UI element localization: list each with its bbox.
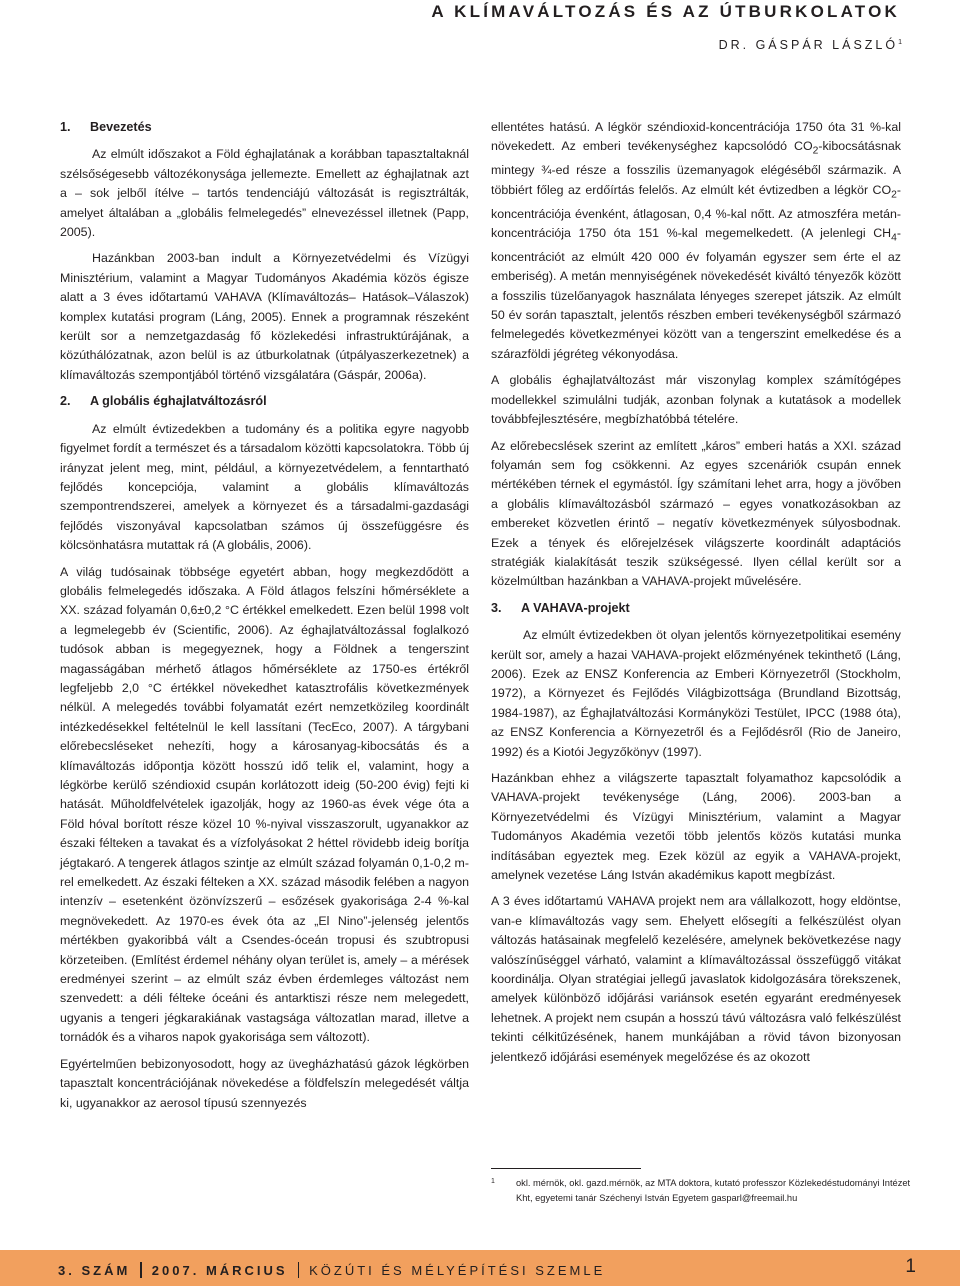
left-column [60, 118, 469, 1120]
paragraph: Az elmúlt évtizedekben öt olyan jelentős környezetpolitikai esemény került sor, amely a hazai VAHAVA-projekt előzményének tekinthető (Láng, 2006). Ezek az ENSZ Konferencia az Emberi Környezetről (Stockholm, 1972), a Környezet és Fejlődés Világbizottsága (Brundland Bizottság, 1984-1987), az Éghajlatváltozási Kormányközi Testület, IPCC (1988 óta), az ENSZ Konferencia a Környezetről és a Fejlődésről (Rio de Janeiro, 1992) és a Kiotói Jegyzőkönyv (1997). [491, 628, 901, 759]
footer-separator [298, 1262, 300, 1278]
paragraph: Hazánkban ehhez a világszerte tapasztalt folyamathoz kapcsolódik a VAHAVA-projekt tevékenysége (Láng, 2006). 2003-ban a Környezetvédelmi és Vízügyi Minisztérium, valamint a Magyar Tudományos Akadémia vezetői több jelentős közös kutatási munka indításában egyeztek meg. Ezek közül az egyik a VAHAVA-projekt, amelynek vezetése Láng István akadémikus kapott megbízást. [491, 771, 901, 883]
footnote-text: okl. mérnök, okl. gazd.mérnök, az MTA doktora, kutató professzor Közlekedéstudományi Intézet Kht, egyetemi tanár Széchenyi István Egyetem gasparl@freemail.hu [516, 1178, 911, 1203]
paragraph: A világ tudósainak többsége egyetért abban, hogy megkezdődött a globális felmelegedés időszaka. A Föld átlagos felszíni hőmérséklete a XX. század folyamán 0,6±0,2 °C értékkel emelkedett. Ezen belül 1998 volt a legmelegebb év (Scientific, 2006). Az éghajlatváltozással foglalkozó tudósok abban is megegyeznek, hogy a Földnek a tengerszint magasságában mérhető átlagos hőmérséklete az 1750-es értékről legfeljebb 2,0 °C értékkel növekedhet katasztrofális következmények nélkül. A melegedés további folyamatát ezért nemzetközileg koordinált intézkedésekkel feltételnül le kell lassítani (TecEco, 2007). A tárgybani előrebecsléseket nehezíti, hogy a károsanyag-kibocsátás és a klímaváltozás időpontja között hosszú idő telik el, valamint, hogy a légkörbe kerülő széndioxid csupán korlátozott ideig (50-200 évig) fejti ki hatását. Műholdfelvételek igazolják, hogy az 1960-as évek vége óta a Föld hóval borított része közel 10 %-nyival visszaszorult, ugyanakkor az északi félteken a tavakat és a vízfolyásokat 2 héttel rövidebb ideig borítja jégtakaró. A tengerek átlagos szintje az elmúlt század folyamán 0,1-0,2 m-rel emelkedett. Az északi félteken a XX. század második felében a nagyon intenzív – esetenként özönvízszerű – esőzések gyakorisága 2-4 %-kal megnövekedett. Az 1970-es évek óta az „El Nino”-jelenség jelentős mértékben gyakoribbá vált a Csendes-óceán tropusi és szubtropusi körzeteiben. (Említést érdemel néhány olyan terület is, amely – a mérések eredményei szerint – az elmúlt száz évben érdemleges változást nem szenvedett: a déli félteke óceáni és antarktiszi része nem melegedett, ugyanis a tengeri jégkarakiának vastagsága változatlan marad, illetve a tornádók és a viharos napok gyakorisága sem változott). [60, 564, 469, 1045]
section-title: Bevezetés [90, 120, 152, 134]
paragraph: Az elmúlt évtizedekben a tudomány és a politika egyre nagyobb figyelmet fordít a természet és a társadalom közötti kapcsolatokra. Több új irányzat jelent meg, mint, például, a környezetvédelem, a fenntartható fejlődés koncepciója, valamint a globális klímaváltozás szempontrendszerei, amelyek a környezet és a társadalmi-gazdasági fejlődés viszonyával kapcsolatban számos új összefüggésre és kölcsönhatásra mutattak rá (A globális, 2006). [60, 421, 469, 553]
footer-journal: KÖZÚTI ÉS MÉLYÉPÍTÉSI SZEMLE [309, 1263, 606, 1278]
section-heading-3 [491, 599, 901, 618]
footnote [491, 1176, 911, 1206]
paragraph: A globális éghajlatváltozást már viszonylag komplex számítógépes modellekkel szimulálni tudják, azonban folynak a kutatások a modellek továbbfejlesztésére, megbízhatóbbá tételére. [491, 373, 901, 427]
footer-issue: 3. SZÁM [58, 1263, 131, 1278]
page-number: 1 [905, 1256, 916, 1277]
footnote-divider [491, 1168, 641, 1169]
subscript: 2 [891, 189, 897, 201]
paragraph: Az elmúlt időszakot a Föld éghajlatának a korábban tapasztaltaknál szélsőségesebb változékonysága jellemezte. Emellett az éghajlatnak azt a – sok jelből ítélve – tartós tendenciájú változását is regisztrálták, amelyet általában a „globális felmelegedés” elnevezéssel illetnek (Papp, 2005). [60, 147, 469, 240]
section-title: A VAHAVA-projekt [521, 600, 630, 615]
paragraph: Az előrebecslések szerint az említett „káros” emberi hatás a XXI. század folyamán sem fog csökkenni. Az egyes szcenáriók csupán ennek mértékében térnek el egymástól. Így számítani lehet arra, hogy a jövőben a globális klímaváltozásból származó – egyes vonatkozásokban az embereket közvetlen érintő – negatív következmények súlyosbodnak. Ezek a tények és előrejelzések világszerte koordinált adaptációs stratégiák kialakítását teszik szükségessé. Ilyen céllal került sor a közelmúltban hazánkban a VAHAVA-projekt művelésére. [491, 438, 901, 589]
right-column [491, 118, 901, 1074]
text-run: -koncentrációt az elmúlt 420 000 év folyamán egyszer sem érte el az emberiség). A metán mennyiségének növekedését kiváltó tényezők között a fosszilis tüzelőanyagok használata lényeges szerepet játszik. Az elmúlt 50 év során tapasztalt, jelentős részben emberi tevékenységből származó felmelegedés következményei között van a tengerszint emelkedése és a szárazföldi jégréteg vékonyodása. [491, 225, 901, 361]
section-number: 2. [60, 394, 71, 409]
footer-separator [140, 1262, 142, 1278]
footer-journal-line [58, 1262, 605, 1278]
text-run: ellentétes hatású. A légkör széndioxid-koncentrációja 1750 óta 31 %-kal növekedett. Az emberi tevékenységhez kapcsolódó CO [491, 120, 901, 154]
paragraph: Egyértelműen bebizonyosodott, hogy az üvegházhatású gázok légkörben tapasztalt koncentrációjának növekedése a földfelszín melegedését váltja ki, ugyanakkor az aerosol típusú szennyezés [60, 1056, 469, 1110]
text-run: -kibocsátásnak mintegy ¾-ed része a fosszilis üzemanyagok elégéséből származik. A többiért főleg az erdőírtás felelős. Az elmúlt két évtizedben a légkör CO [491, 139, 901, 197]
author-name: DR. GÁSPÁR LÁSZLÓ [718, 38, 899, 52]
paragraph: A 3 éves időtartamú VAHAVA projekt nem ara vállalkozott, hogy eldöntse, van-e klímaváltozás vagy sem. Ehelyett elősegíti a felkészülést olyan változás hatásainak megfelelő kezelésére, amelynek bekövetkezése nagy valószínűséggel várható, valamint a klímaváltozással összefüggő vitákat koordinálja. Olyan stratégiai jellegű javaslatok kidolgozására törekszenek, amelyek különböző időjárási variánsok esetén egyaránt eredményesek lehetnek. A projekt nem csupán a hosszú távú változásra való felkészülést tekinti célkitűzésének, hanem munkájában a rövid távon bizonyosan jelentkező időjárási események megelőzése és az okozott [491, 894, 901, 1064]
subscript: 4 [891, 232, 897, 244]
section-number: 3. [491, 600, 502, 615]
footnote-mark: 1 [491, 1178, 495, 1185]
footer-date: 2007. MÁRCIUS [151, 1263, 288, 1278]
subscript: 2 [812, 145, 819, 157]
section-title: A globális éghajlatváltozásról [90, 394, 267, 409]
article-author [719, 38, 902, 52]
article-title: A KLÍMAVÁLTOZÁS ÉS AZ ÚTBURKOLATOK [431, 2, 900, 21]
section-number: 1. [60, 120, 71, 134]
text-run: -koncentrációja évenként, átlagosan, 0,4 %-kal nőtt. Az atmoszféra metán-koncentrációja 1750 óta 151 %-kal megemelkedett. (A jelenlegi CH [491, 182, 901, 240]
section-heading-1 [60, 118, 469, 137]
paragraph: Hazánkban 2003-ban indult a Környezetvédelmi és Vízügyi Minisztérium, valamint a Magyar Tudományos Akadémia közös égisze alatt a 3 éves időtartamú VAHAVA (Klímaváltozás– Hatások–Válaszok) komplex kutatási program (Láng, 2005). Ennek a programnak részeként került sor a nemzetgazdaság fő közlekedési infrastruktúrájának, a közúthálózatnak, azon belül is az útburkolatnak (útpályaszerkezetnek) a klímaváltozás szempontjából történő vizsgálatára (Gáspár, 2006a). [60, 251, 469, 382]
paragraph [491, 118, 901, 364]
section-heading-2 [60, 392, 469, 411]
author-footnote-mark: 1 [898, 38, 902, 46]
